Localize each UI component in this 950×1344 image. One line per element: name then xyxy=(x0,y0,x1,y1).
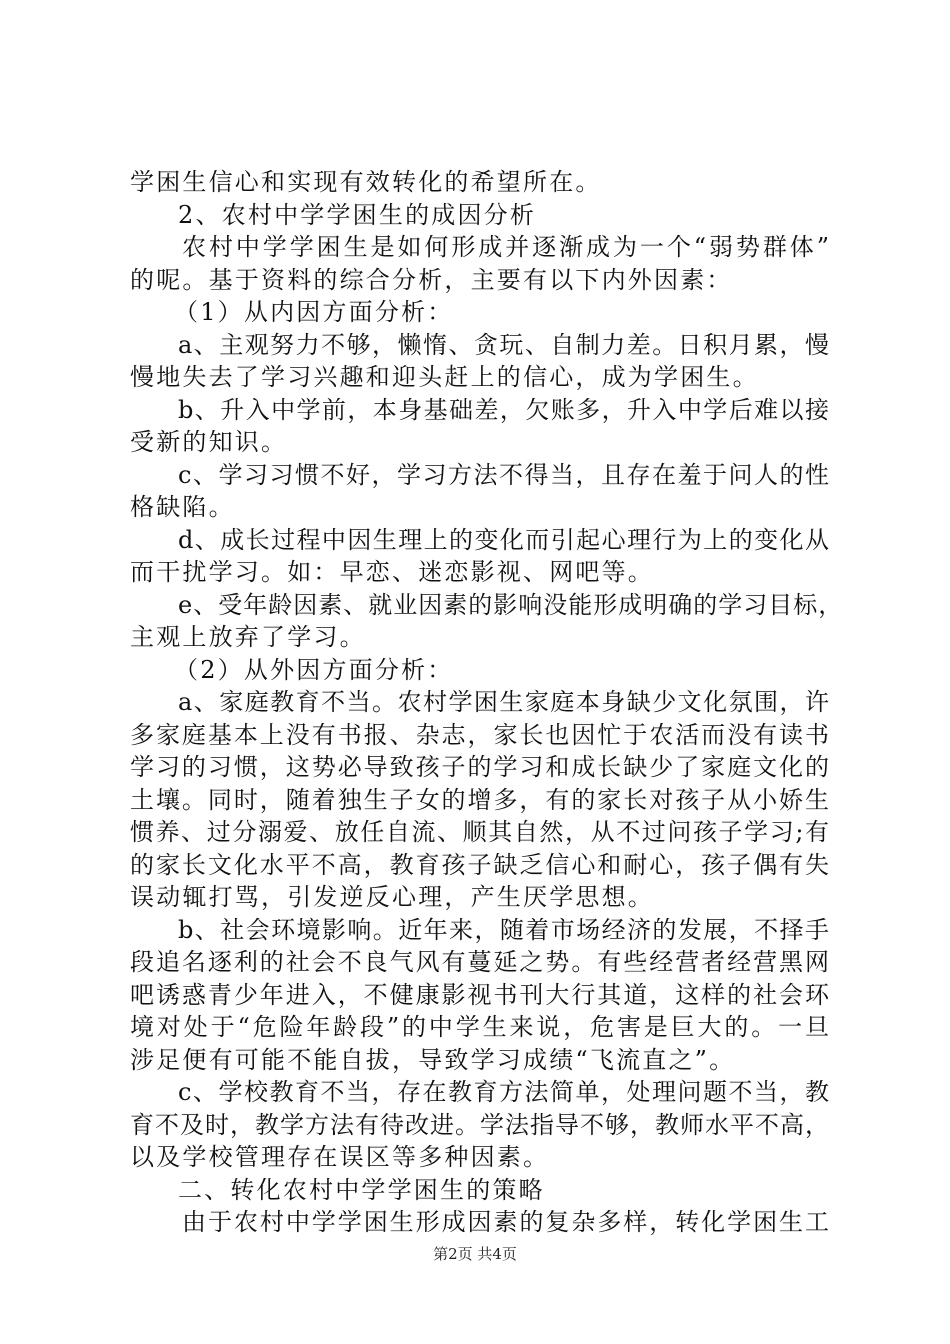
text-line: 吧诱惑青少年进入，不健康影视书刊大行其道，这样的社会环 xyxy=(130,980,830,1009)
text-line: 多家庭基本上没有书报、杂志，家长也因忙于农活而没有读书 xyxy=(130,720,830,749)
text-line: b、社会环境影响。近年来，随着市场经济的发展，不择手 xyxy=(178,915,830,944)
text-line: 格缺陷。 xyxy=(130,493,235,521)
text-line: 2、农村中学学困生的成因分析 xyxy=(178,200,537,229)
text-line: 慢地失去了学习兴趣和迎头赶上的信心，成为学困生。 xyxy=(130,363,759,391)
text-line: 涉足便有可能不能自拔，导致学习成绩“飞流直之”。 xyxy=(130,1045,736,1074)
text-line: 主观上放弃了学习。 xyxy=(130,623,366,651)
text-line: c、学校教育不当，存在教育方法简单，处理问题不当，教 xyxy=(178,1078,830,1106)
text-line: e、受年龄因素、就业因素的影响没能形成明确的学习目标， xyxy=(178,590,844,619)
text-line: 境对处于“危险年龄段”的中学生来说，危害是巨大的。一旦 xyxy=(130,1013,830,1041)
document-body xyxy=(130,166,844,1239)
text-line: b、升入中学前，本身基础差，欠账多，升入中学后难以接 xyxy=(178,395,830,424)
text-line: 二、转化农村中学学困生的策略 xyxy=(178,1175,545,1204)
text-line: 学困生信心和实现有效转化的希望所在。 xyxy=(130,168,602,196)
page-number-footer: 第2页 共4页 xyxy=(433,1245,517,1263)
text-line: 而干扰学习。如：早恋、迷恋影视、网吧等。 xyxy=(130,558,654,586)
text-line: 农村中学学困生是如何形成并逐渐成为一个“弱势群体” xyxy=(182,233,830,261)
text-line: 误动辄打骂，引发逆反心理，产生厌学思想。 xyxy=(130,883,654,911)
text-line: c、学习习惯不好，学习方法不得当，且存在羞于问人的性 xyxy=(178,460,830,489)
text-line: 育不及时，教学方法有待改进。学法指导不够，教师水平不高， xyxy=(130,1110,830,1139)
text-line: d、成长过程中因生理上的变化而引起心理行为上的变化从 xyxy=(178,525,830,554)
text-line: 由于农村中学学困生形成因素的复杂多样，转化学困生工 xyxy=(182,1208,830,1236)
text-line: 以及学校管理存在误区等多种因素。 xyxy=(130,1143,550,1171)
text-line: 的家长文化水平不高，教育孩子缺乏信心和耐心，孩子偶有失 xyxy=(130,850,830,879)
text-line: 受新的知识。 xyxy=(130,428,288,456)
text-line: 土壤。同时，随着独生子女的增多，有的家长对孩子从小娇生 xyxy=(130,785,830,814)
text-line: （2）从外因方面分析： xyxy=(174,655,454,684)
text-line: 段追名逐利的社会不良气风有蔓延之势。有些经营者经营黑网 xyxy=(130,948,830,976)
text-line: a、家庭教育不当。农村学困生家庭本身缺少文化氛围，许 xyxy=(178,688,830,716)
text-line: 的呢。基于资料的综合分析，主要有以下内外因素： xyxy=(130,265,733,294)
text-line: 惯养、过分溺爱、放任自流、顺其自然，从不过问孩子学习;有 xyxy=(130,818,830,846)
text-line: 学习的习惯，这势必导致孩子的学习和成长缺少了家庭文化的 xyxy=(130,753,830,781)
text-line: （1）从内因方面分析： xyxy=(174,298,454,326)
text-line: a、主观努力不够，懒惰、贪玩、自制力差。日积月累，慢 xyxy=(178,330,830,359)
